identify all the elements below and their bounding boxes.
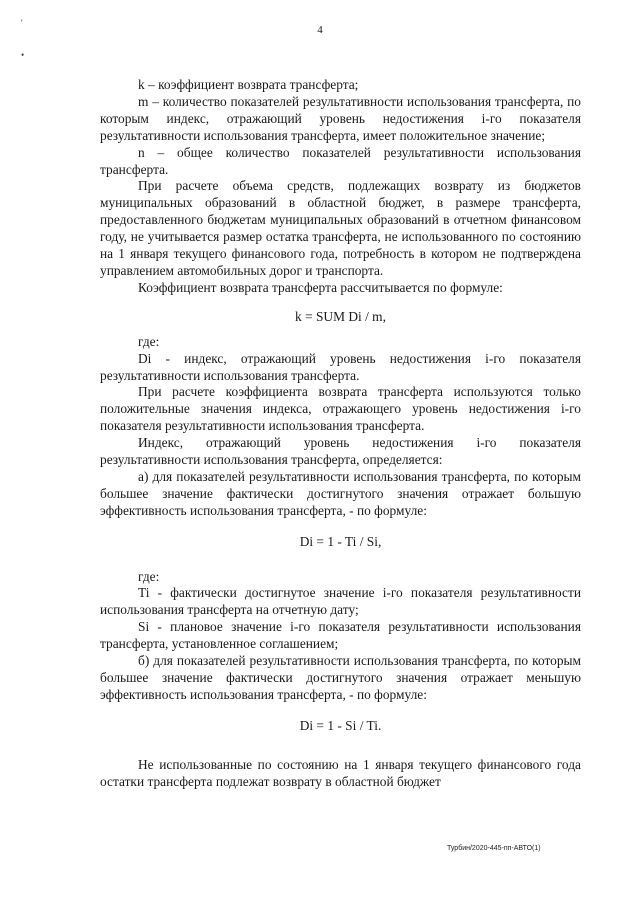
paragraph-coefficient-intro: Коэффициент возврата трансферта рассчитывается по формуле: [138, 279, 503, 295]
paragraph-di-definition: Di - индекс, отражающий уровень недостижения i-го показателя результативности использования трансферта. [100, 350, 581, 383]
document-body [100, 77, 581, 791]
paragraph-calculation-note: При расчете объема средств, подлежащих возврату из бюджетов муниципальных образований в областной бюджет, в размере трансферта, предоставленного бюджетам муниципальных образований в отчетном финансовом году, не учитывается размер остатка трансферта, не использованного по состоянию на 1 января текущего финансового года, потребность в котором не подтверждена управлением автомобильных дорог и транспорта. [100, 178, 581, 278]
margin-mark-middle: • [21, 50, 25, 60]
paragraph-si-definition: Si - плановое значение i-го показателя результативности использования трансферта, установленное соглашением; [100, 619, 581, 652]
paragraph-where-2: где: [138, 568, 160, 584]
paragraph-case-b: б) для показателей результативности использования трансферта, по которым большее значение фактически достигнутого значения отражает меньшую эффективность использования трансферта, - по формуле: [100, 653, 581, 702]
paragraph-ti-definition: Ti - фактически достигнутое значение i-го показателя результативности использования трансферта на отчетную дату; [100, 585, 581, 618]
page-number: 4 [317, 24, 323, 36]
paragraph-final-return: Не использованные по состоянию на 1 января текущего финансового года остатки трансферта подлежат возврату в областной бюджет [100, 756, 581, 789]
formula-d-case-b: Di = 1 - Si / Ti. [299, 717, 382, 733]
footer-doc-code: Турбин/2020-445-пп-АВТО(1) [447, 845, 541, 852]
paragraph-case-a: а) для показателей результативности использования трансферта, по которым большее значение фактически достигнутого значения отражает большую эффективность использования трансферта, - по формуле: [100, 468, 581, 518]
formula-k: k = SUM Di / m, [295, 308, 386, 324]
paragraph-k-definition: k – коэффициент возврата трансферта; [138, 77, 359, 92]
paragraph-m-definition: m – количество показателей результативности использования трансферта, по которым индекс, отражающий уровень недостижения i-го показателя результативности использования трансферта, имеет положительное значение; [100, 93, 581, 143]
paragraph-index-definition: Индекс, отражающий уровень недостижения i-го показателя результативности использования трансферта, определяется: [100, 435, 581, 468]
margin-mark-top: ' [21, 18, 23, 28]
paragraph-where-1: где: [138, 333, 160, 349]
paragraph-positive-values: При расчете коэффициента возврата трансферта используются только положительные значения индекса, отражающего уровень недостижения i-го показателя результативности использования трансферта. [100, 384, 581, 434]
paragraph-n-definition: n – общее количество показателей результативности использования трансферта. [100, 144, 581, 177]
formula-d-case-a: Di = 1 - Ti / Si, [299, 533, 382, 549]
